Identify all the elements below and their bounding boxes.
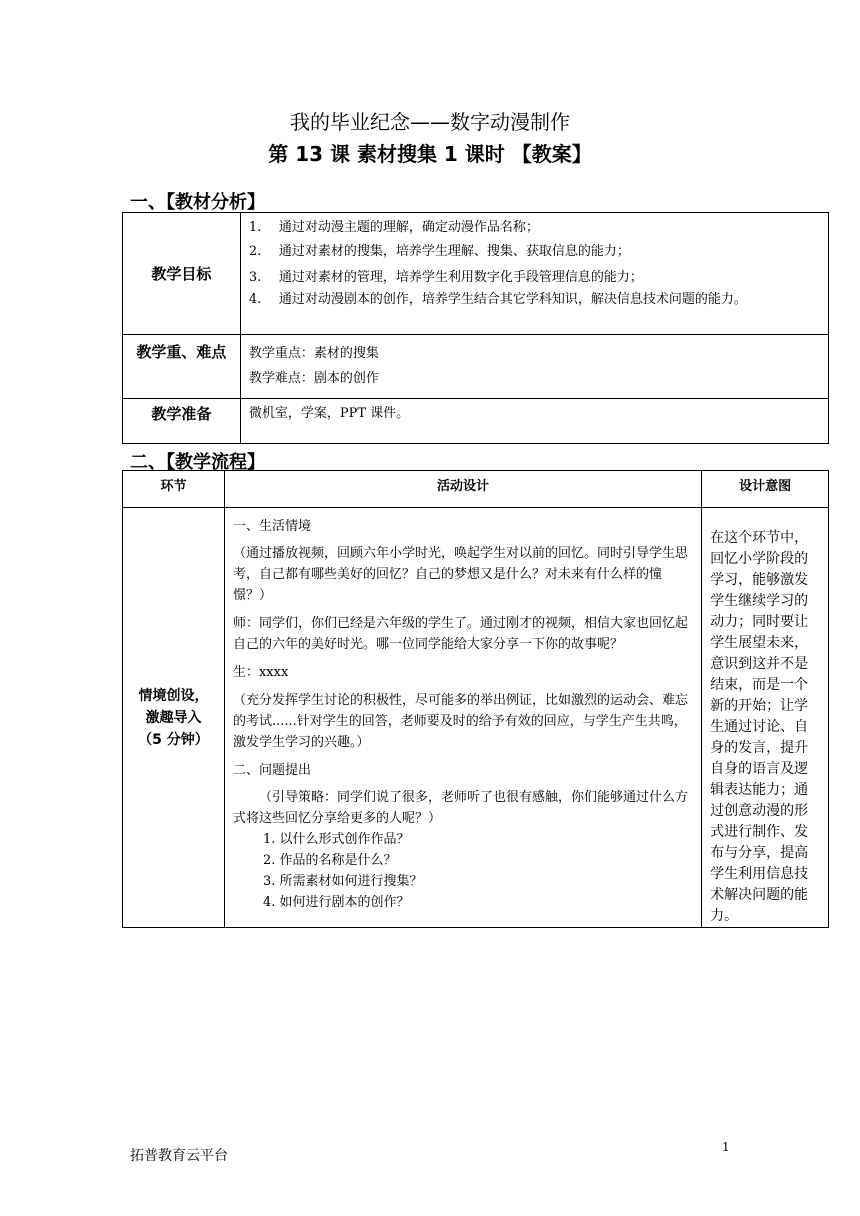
goal-item: 3. 通过对素材的管理，培养学生利用数字化手段管理信息的能力； <box>248 270 643 285</box>
header-activity: 活动设计 <box>224 471 701 508</box>
goals-row <box>123 213 829 335</box>
difficult-point: 教学难点：剧本的创作 <box>248 371 379 386</box>
goal-item: 4. 通过对动漫剧本的创作，培养学生结合其它学科知识，解决信息技术问题的能力。 <box>248 292 747 307</box>
analysis-table <box>122 212 829 444</box>
key-points-cell <box>240 335 828 399</box>
question-list <box>233 829 693 913</box>
intent-cell: 在这个环节中，回忆小学阶段的学习，能够激发学生继续学习的动力；同时要让学生展望未来，意识到这并不是结束，而是一个新的开始；让学生通过讨论、自身的发言，提升自身的语言及逻辑表达能力；通过创意动漫的形式进行制作、发布与分享，提高学生利用信息技术解决问题的能力。 <box>702 508 829 928</box>
flow-table <box>122 470 829 928</box>
prep-cell: 微机室，学案，PPT 课件。 <box>240 399 828 444</box>
prep-row <box>123 399 829 444</box>
activity-paragraph: （通过播放视频，回顾六年小学时光，唤起学生对以前的回忆。同时引导学生思考，自己都有哪些美好的回忆？自己的梦想又是什么？对未来有什么样的憧憬？） <box>232 546 688 603</box>
question-item: 3. 所需素材如何进行搜集？ <box>262 874 423 889</box>
document-title: 我的毕业纪念——数字动漫制作 <box>290 110 570 134</box>
question-item: 1. 以什么形式创作作品？ <box>262 832 410 847</box>
key-points-row <box>123 335 829 399</box>
prep-label: 教学准备 <box>123 399 241 444</box>
goal-item: 2. 通过对素材的搜集，培养学生理解、搜集、获取信息的能力； <box>248 244 630 259</box>
key-label: 教学重、难点 <box>123 335 241 399</box>
footer-brand: 拓普教育云平台 <box>130 1148 228 1164</box>
stage-cell <box>123 508 225 928</box>
activity-paragraph: 师：同学们，你们已经是六年级的学生了。通过刚才的视频，相信大家也回忆起自己的六年的美好时光。哪一位同学能给大家分享一下你的故事呢？ <box>232 616 688 652</box>
header-stage: 环节 <box>123 471 225 508</box>
goals-label: 教学目标 <box>123 213 241 335</box>
flow-row <box>123 508 829 928</box>
activity-heading-1: 一、生活情境 <box>232 519 311 534</box>
activity-paragraph: （充分发挥学生讨论的积极性，尽可能多的举出例证，比如激烈的运动会、难忘的考试......针对学生的回答，老师要及时的给予有效的回应，与学生产生共鸣，激发学生学习的兴趣。） <box>232 693 688 750</box>
section-heading-flow: 二、【教学流程】 <box>130 452 265 473</box>
page-number: 1 <box>722 1140 730 1154</box>
section-heading-analysis: 一、【教材分析】 <box>130 192 265 213</box>
goal-item: 1. 通过对动漫主题的理解，确定动漫作品名称； <box>248 220 539 235</box>
question-item: 2. 作品的名称是什么？ <box>262 853 397 868</box>
activity-cell <box>224 508 701 928</box>
activity-heading-2: 二、问题提出 <box>232 763 311 778</box>
flow-header-row <box>123 471 829 508</box>
question-item: 4. 如何进行剧本的创作？ <box>262 895 410 910</box>
goals-cell <box>240 213 828 335</box>
lesson-title: 第 13 课 素材搜集 1 课时 【教案】 <box>268 142 592 166</box>
activity-paragraph: （引导策略：同学们说了很多，老师听了也很有感触，你们能够通过什么方式将这些回忆分享给更多的人呢？） <box>232 790 688 826</box>
activity-paragraph: 生：xxxx <box>232 665 289 680</box>
stage-time: （5 分钟） <box>138 731 209 748</box>
key-point: 教学重点：素材的搜集 <box>248 346 379 361</box>
stage-name: 情境创设，激趣导入 <box>138 687 209 726</box>
header-intent: 设计意图 <box>702 471 829 508</box>
